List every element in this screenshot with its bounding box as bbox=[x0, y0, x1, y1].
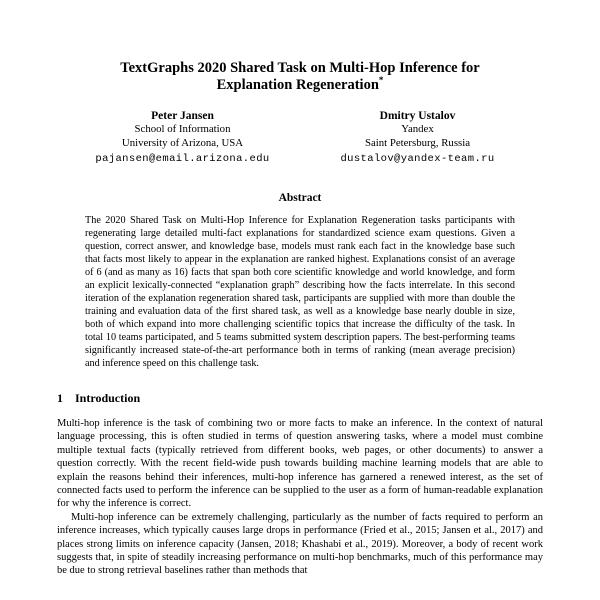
introduction-paragraph-2: Multi-hop inference can be extremely challenging, particularly as the number of facts required to perform an inference increases, which typically causes large drops in performance (Fried et al., 2015; Jansen et al., 2017) and places strong limits on inference capacity (Jansen, 2018; Khashabi et al., 2019). Moreover, a body of recent work suggests that, in spite of steadily increasing performance on multi-hop benchmarks, much of this performance may be due to strong retrieval baselines rather than methods that bbox=[57, 511, 543, 577]
author-affiliation-line: Saint Petersburg, Russia bbox=[364, 136, 471, 149]
author-affiliation-line: University of Arizona, USA bbox=[121, 136, 244, 149]
author-email: pajansen@email.arizona.edu bbox=[95, 153, 270, 165]
section-title: Introduction bbox=[75, 391, 141, 405]
author-block bbox=[65, 109, 535, 167]
abstract-body: The 2020 Shared Task on Multi-Hop Inference for Explanation Regeneration tasks participants with regenerating large detailed multi-fact explanations for standardized science exam questions. Given a question, correct answer, and knowledge base, models must rank each fact in the knowledge base such that facts most likely to appear in the explanation are ranked highest. Explanations consist of an average of 6 (and as many as 16) facts that span both core scientific knowledge and world knowledge, and form an explicit lexically-connected “explanation graph” describing how the facts interrelate. In this second iteration of the explanation regeneration shared task, participants are supplied with more than double the training and evaluation data of the first shared task, as well as a knowledge base nearly double in size, both of which expand into more challenging scientific topics that increase the difficulty of the task. In total 10 teams participated, and 5 teams submitted system description papers. The best-performing teams significantly increased state-of-the-art performance both in terms of ranking (mean average precision) and inference speed on this challenge task. bbox=[85, 215, 515, 369]
author-email: dustalov@yandex-team.ru bbox=[340, 153, 495, 165]
section-heading-introduction bbox=[57, 391, 543, 406]
introduction-paragraph-1: Multi-hop inference is the task of combining two or more facts to make an inference. In the context of natural language processing, this is often studied in terms of question answering tasks, where a model must combine multiple textual facts (typically retrieved from different books, web pages, or other documents) to answer a question correctly. With the recent field-wide push towards building machine learning models that are able to explain the reasons behind their inferences, multi-hop inference has garnered a renewed interest, as the set of connected facts used to perform the inference can be supplied to the user as a form of human-readable explanation for why the inference is correct. bbox=[57, 418, 543, 510]
author-affiliation-line: Yandex bbox=[401, 123, 434, 135]
section-number: 1 bbox=[57, 391, 63, 405]
author-affiliation-line: School of Information bbox=[134, 123, 231, 135]
title-line-2: Explanation Regeneration bbox=[216, 77, 379, 93]
abstract-heading: Abstract bbox=[278, 192, 322, 204]
author-peter-jansen bbox=[65, 109, 300, 167]
author-dmitry-ustalov bbox=[300, 109, 535, 167]
title-line-1: TextGraphs 2020 Shared Task on Multi-Hop Inference for bbox=[120, 60, 480, 76]
title-footnote-marker: * bbox=[378, 75, 384, 86]
author-name: Peter Jansen bbox=[151, 110, 214, 122]
paper-title bbox=[0, 60, 600, 94]
author-name: Dmitry Ustalov bbox=[379, 110, 456, 122]
